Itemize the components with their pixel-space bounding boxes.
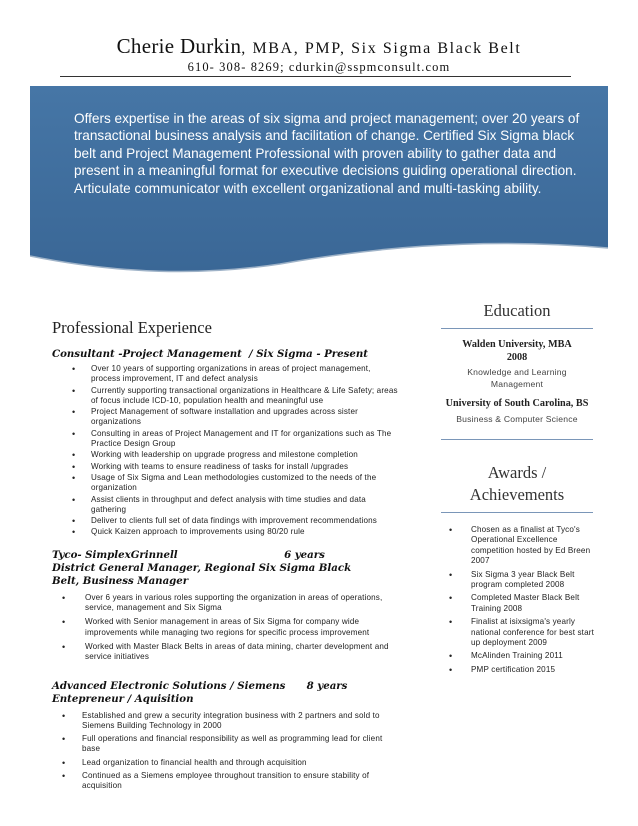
bullet-icon: • — [72, 472, 76, 483]
list-item: • Consulting in areas of Project Management and IT for organizations such as The Practice Design Group — [72, 428, 392, 449]
bullet-icon: • — [449, 651, 453, 662]
experience-column — [52, 318, 402, 793]
job-bullets — [52, 711, 402, 792]
bullet-icon: • — [72, 494, 76, 505]
bullet-icon: • — [62, 710, 66, 721]
job-tyco — [52, 549, 402, 663]
list-item: • Deliver to clients full set of data findings with improvement recommendations — [72, 516, 377, 527]
education-entry — [434, 339, 600, 390]
education-heading: Education — [483, 301, 551, 320]
bullet-icon: • — [449, 593, 453, 604]
list-item: • Working with leadership on upgrade progress and milestone completion — [72, 450, 358, 461]
list-item: • Established and grew a security integration business with 2 partners and sold to Siemens Building Technology in 2000 — [62, 710, 380, 730]
awards-list — [434, 525, 600, 675]
bullet-icon: • — [72, 407, 76, 418]
bullet-icon: • — [62, 757, 66, 768]
experience-heading: Professional Experience — [52, 318, 212, 337]
list-item: • Worked with Senior management in areas of Six Sigma for company wide improvements while managing two regions for specific process improvement — [62, 617, 370, 637]
bullet-icon: • — [62, 617, 66, 628]
list-item: • Over 6 years in various roles supporting the organization in areas of operations, service, management and Six Sigma — [62, 592, 383, 613]
school-name: Walden University, MBA 2008 — [462, 339, 572, 363]
list-item: • Over 10 years of supporting organizations in areas of project management, process improvement, IT and defect analysis — [72, 364, 371, 384]
awards-heading: Awards / Achievements — [469, 463, 565, 504]
summary-text: Offers expertise in the areas of six sigma and project management; over 20 years of transactional business analysis and facilitation of change. Certified Six Sigma black belt and Project Management Professional with proven ability to gather data and present in a meaningful format for executive decisions guiding operational direction. Articulate communicator with excellent organizational and multi-tasking ability. — [74, 111, 580, 196]
bullet-icon: • — [62, 592, 66, 603]
list-item: • Chosen as a finalist at Tyco's Operational Excellence competition hosted by Ed Breen 2007 — [449, 525, 591, 566]
list-item: • Usage of Six Sigma and Lean methodologies customized to the needs of the organization — [72, 472, 377, 493]
header-divider — [60, 76, 571, 77]
list-item: • Assist clients in throughput and defect analysis with time studies and data gathering — [72, 494, 366, 514]
candidate-name — [0, 34, 638, 59]
bullet-icon: • — [449, 525, 453, 535]
degree-text: Business & Computer Science — [456, 413, 578, 424]
education-entry — [434, 398, 600, 425]
job-bullets — [52, 593, 402, 663]
bullet-icon: • — [449, 617, 453, 628]
list-item: • McAlinden Training 2011 — [449, 651, 563, 662]
bullet-icon: • — [449, 569, 453, 580]
list-item: • Worked with Master Black Belts in areas of data mining, charter development and service initiatives — [62, 641, 389, 662]
school-name: University of South Carolina, BS — [445, 398, 589, 409]
resume-header — [0, 0, 638, 80]
job-title: Advanced Electronic Solutions / Siemens 8 years Entepreneur / Aquisition — [52, 679, 348, 705]
bullet-icon: • — [62, 734, 66, 745]
education-bottom-divider — [441, 439, 593, 440]
name-text: Cherie Durkin — [116, 34, 242, 58]
bullet-icon: • — [72, 461, 76, 472]
bullet-icon: • — [62, 641, 66, 652]
list-item: • Completed Master Black Belt Training 2008 — [449, 593, 580, 613]
bullet-icon: • — [72, 450, 76, 461]
bullet-icon: • — [72, 527, 76, 538]
list-item: • Project Management of software installation and upgrades across sister organizations — [72, 407, 358, 427]
bullet-icon: • — [72, 364, 76, 374]
job-title: Consultant -Project Management / Six Sigma - Present — [52, 348, 368, 360]
job-title: Tyco- SimplexGrinnell 6 years District General Manager, Regional Six Sigma Black Belt, Business Manager — [52, 548, 352, 587]
list-item: • Quick Kaizen approach to improvements using 80/20 rule — [72, 527, 305, 538]
bullet-icon: • — [72, 385, 76, 396]
education-divider — [441, 328, 593, 329]
job-consultant — [52, 348, 402, 538]
list-item: • PMP certification 2015 — [449, 664, 556, 675]
degree-text: Knowledge and Learning Management — [467, 367, 567, 389]
awards-divider — [441, 512, 593, 513]
bullet-icon: • — [72, 516, 76, 527]
list-item: • Continued as a Siemens employee throughout transition to ensure stability of acquisition — [62, 771, 370, 791]
credentials-text: , MBA, PMP, Six Sigma Black Belt — [241, 40, 522, 57]
bullet-icon: • — [62, 771, 66, 782]
list-item: • Finalist at isixsigma's yearly national conference for best start up deployment 2009 — [449, 617, 594, 648]
list-item: • Working with teams to ensure readiness of tasks for install /upgrades — [72, 461, 349, 472]
bullet-icon: • — [72, 428, 76, 439]
job-aes — [52, 680, 402, 792]
list-item: • Currently supporting transactional organizations in Healthcare & Life Safety; areas of focus include ICD-10, population health and meaningful use — [72, 385, 398, 405]
bullet-icon: • — [449, 664, 453, 675]
job-bullets — [52, 364, 402, 538]
list-item: • Six Sigma 3 year Black Belt program completed 2008 — [449, 569, 575, 590]
list-item: • Lead organization to financial health and through acquisition — [62, 757, 307, 768]
list-item: • Full operations and financial responsibility as well as programming lead for client base — [62, 734, 383, 754]
contact-line: 610- 308- 8269; cdurkin@sspmconsult.com — [187, 60, 451, 74]
sidebar-column — [434, 300, 600, 678]
